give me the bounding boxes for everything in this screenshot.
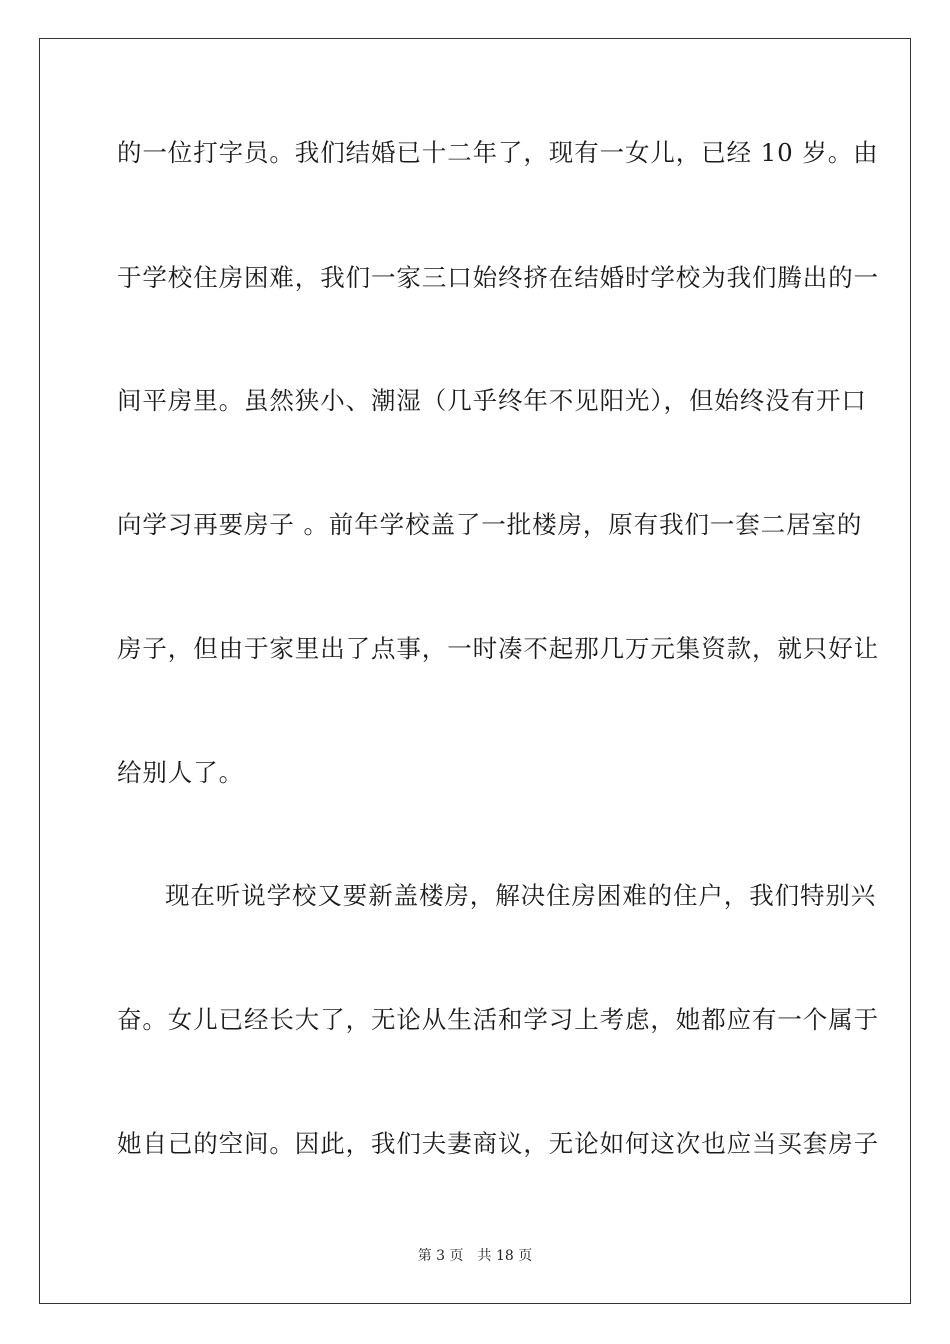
text-line-5: 房子，但由于家里出了点事，一时凑不起那几万元集资款，就只好让 (117, 634, 879, 663)
text-line-6: 给别人了。 (117, 758, 244, 787)
text-line-2: 于学校住房困难，我们一家三口始终挤在结婚时学校为我们腾出的一 (117, 263, 879, 292)
text-line-7: 现在听说学校又要新盖楼房，解决住房困难的住户，我们特别兴 (165, 881, 877, 910)
page-footer (0, 1247, 950, 1265)
text-line-4: 向学习再要房子 。前年学校盖了一批楼房，原有我们一套二居室的 (117, 510, 863, 539)
text-line-3: 间平房里。虽然狭小、潮湿（几乎终年不见阳光），但始终没有开口 (117, 386, 867, 415)
text-line-1: 的一位打字员。我们结婚已十二年了，现有一女儿，已经 10 岁。由 (117, 138, 879, 167)
text-line-8: 奋。女儿已经长大了，无论从生活和学习上考虑，她都应有一个属于 (117, 1005, 879, 1034)
page-number-total: 共 18 页 (477, 1248, 533, 1264)
text-line-9: 她自己的空间。因此，我们夫妻商议，无论如何这次也应当买套房子 (117, 1129, 879, 1158)
page-number-current: 第 3 页 (417, 1248, 464, 1264)
page-border (39, 38, 911, 1304)
